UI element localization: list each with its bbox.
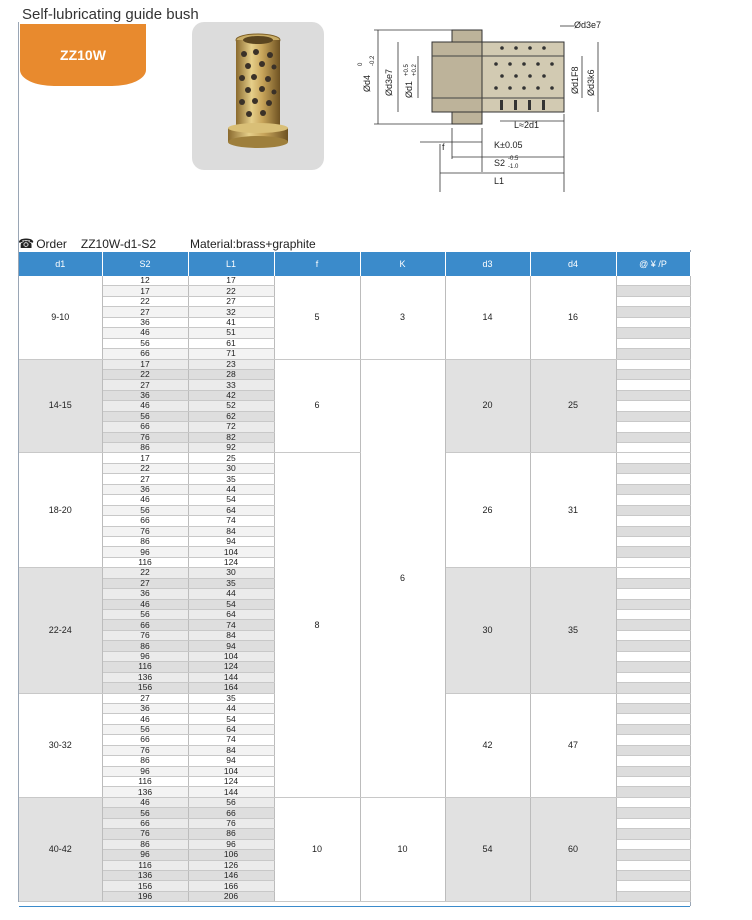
cell-d4: 16 [530,276,616,359]
cell-s2: 12 [102,276,188,286]
cell-price [616,724,690,734]
cell-l1: 64 [188,724,274,734]
cell-s2: 96 [102,850,188,860]
cell-price [616,756,690,766]
cell-price [616,797,690,807]
cell-d3: 26 [445,453,530,568]
cell-s2: 27 [102,693,188,703]
cell-s2: 116 [102,557,188,567]
cell-price [616,850,690,860]
cell-d3: 30 [445,568,530,693]
cell-l1: 144 [188,787,274,797]
cell-s2: 76 [102,630,188,640]
phone-icon: ☎ [18,236,35,251]
cell-l1: 64 [188,610,274,620]
cell-price [616,307,690,317]
cell-price [616,870,690,880]
cell-price [616,766,690,776]
cell-price [616,693,690,703]
table-row [19,276,690,286]
cell-price [616,422,690,432]
cell-l1: 84 [188,745,274,755]
cell-l1: 54 [188,714,274,724]
cell-price [616,818,690,828]
cell-price [616,432,690,442]
d1f8-label: Ød1F8 [570,66,580,94]
cell-l1: 27 [188,296,274,306]
cell-s2: 22 [102,568,188,578]
cell-s2: 116 [102,860,188,870]
cell-price [616,578,690,588]
cell-price [616,296,690,306]
cell-s2: 36 [102,589,188,599]
table-bottom-rule [19,906,690,907]
cell-l1: 32 [188,307,274,317]
cell-price [616,881,690,891]
cell-l1: 94 [188,641,274,651]
cell-s2: 27 [102,380,188,390]
cell-price [616,328,690,338]
cell-price [616,474,690,484]
s2-label: S2 [494,158,506,168]
cell-l1: 96 [188,839,274,849]
table-row [19,797,690,807]
cell-l1: 66 [188,808,274,818]
cell-price [616,536,690,546]
cell-price [616,641,690,651]
cell-f: 8 [274,453,360,797]
cell-s2: 86 [102,536,188,546]
cell-k: 3 [360,276,445,359]
cell-l1: 92 [188,443,274,453]
cell-l1: 22 [188,286,274,296]
cell-s2: 17 [102,453,188,463]
cell-s2: 116 [102,662,188,672]
cell-price [616,411,690,421]
table-row [19,359,690,369]
cell-d4: 25 [530,359,616,453]
cell-price [616,777,690,787]
cell-s2: 66 [102,516,188,526]
cell-l1: 144 [188,672,274,682]
cell-l1: 104 [188,766,274,776]
cell-s2: 66 [102,818,188,828]
cell-s2: 96 [102,651,188,661]
cell-price [616,735,690,745]
cell-s2: 56 [102,411,188,421]
cell-price [616,505,690,515]
s2-tol-lower: -1.0 [508,164,519,170]
cell-price [616,829,690,839]
bush-section [432,30,564,124]
cell-price [616,651,690,661]
cell-price [616,839,690,849]
cell-s2: 56 [102,338,188,348]
d1-tol-upper: +0.5 [404,64,410,76]
cell-l1: 74 [188,735,274,745]
cell-s2: 22 [102,296,188,306]
cell-s2: 27 [102,307,188,317]
cell-s2: 46 [102,495,188,505]
cell-l1: 104 [188,651,274,661]
cell-l1: 64 [188,505,274,515]
cell-s2: 56 [102,505,188,515]
cell-l1: 35 [188,474,274,484]
d4-tol-lower: -0.2 [370,55,376,66]
cell-price [616,286,690,296]
cell-l1: 94 [188,536,274,546]
cell-s2: 17 [102,359,188,369]
d3k6-label: Ød3k6 [586,69,596,96]
header-price: @ ¥ /P [616,252,690,276]
cell-l1: 56 [188,797,274,807]
cell-s2: 116 [102,777,188,787]
cell-l1: 84 [188,526,274,536]
cell-price [616,380,690,390]
cell-l1: 86 [188,829,274,839]
cell-l1: 35 [188,693,274,703]
cell-price [616,610,690,620]
page-title: Self-lubricating guide bush [22,6,199,23]
header-f: f [274,252,360,276]
cell-l1: 76 [188,818,274,828]
table-row [19,453,690,463]
cell-price [616,276,690,286]
cell-price [616,630,690,640]
cell-l1: 44 [188,703,274,713]
header-d4: d4 [530,252,616,276]
cell-price [616,317,690,327]
cell-s2: 76 [102,829,188,839]
cell-l1: 51 [188,328,274,338]
cell-price [616,443,690,453]
cell-s2: 22 [102,369,188,379]
cell-s2: 36 [102,703,188,713]
cell-s2: 46 [102,328,188,338]
cell-s2: 86 [102,839,188,849]
d4-label: Ød4 [362,74,372,92]
cell-s2: 76 [102,745,188,755]
cell-s2: 22 [102,463,188,473]
cell-l1: 33 [188,380,274,390]
cell-price [616,703,690,713]
cell-l1: 61 [188,338,274,348]
cell-l1: 17 [188,276,274,286]
cell-l1: 54 [188,599,274,609]
cell-s2: 96 [102,547,188,557]
cell-s2: 86 [102,756,188,766]
cell-price [616,369,690,379]
cell-d4: 31 [530,453,616,568]
cell-k: 10 [360,797,445,901]
product-photo [192,22,324,170]
cell-s2: 46 [102,797,188,807]
material-label: Material:brass+graphite [190,237,316,251]
cell-l1: 124 [188,662,274,672]
d4-tol-upper: 0 [358,62,364,66]
cell-price [616,557,690,567]
cell-s2: 46 [102,714,188,724]
d1-label: Ød1 [404,80,414,98]
cell-d4: 47 [530,693,616,797]
cell-price [616,338,690,348]
cell-d4: 35 [530,568,616,693]
cell-s2: 156 [102,881,188,891]
cell-price [616,463,690,473]
cell-d1: 9-10 [19,276,102,359]
l-approx-label: L≈2d1 [514,120,539,130]
cell-s2: 46 [102,401,188,411]
cell-l1: 44 [188,589,274,599]
header-s2: S2 [102,252,188,276]
cell-price [616,495,690,505]
cell-price [616,568,690,578]
cell-l1: 166 [188,881,274,891]
cell-f: 10 [274,797,360,901]
cell-l1: 74 [188,620,274,630]
cell-l1: 104 [188,547,274,557]
cell-l1: 124 [188,777,274,787]
cell-l1: 41 [188,317,274,327]
cell-s2: 76 [102,526,188,536]
cell-d1: 40-42 [19,797,102,901]
cell-d1: 18-20 [19,453,102,568]
cell-l1: 164 [188,683,274,693]
cell-l1: 124 [188,557,274,567]
cell-l1: 25 [188,453,274,463]
cell-price [616,516,690,526]
cell-s2: 196 [102,891,188,901]
cell-l1: 54 [188,495,274,505]
cell-price [616,860,690,870]
cell-s2: 27 [102,474,188,484]
cell-price [616,349,690,359]
cell-l1: 30 [188,463,274,473]
cell-d3: 20 [445,359,530,453]
cell-l1: 28 [188,369,274,379]
header-l1: L1 [188,252,274,276]
cell-s2: 56 [102,724,188,734]
order-label: Order [36,237,67,251]
cell-price [616,714,690,724]
cell-l1: 206 [188,891,274,901]
cell-l1: 30 [188,568,274,578]
k-label: K±0.05 [494,140,523,150]
cell-s2: 66 [102,349,188,359]
cell-price [616,484,690,494]
cell-d1: 30-32 [19,693,102,797]
cell-price [616,359,690,369]
spec-table [19,252,691,902]
cell-d1: 14-15 [19,359,102,453]
cell-l1: 94 [188,756,274,766]
cell-price [616,547,690,557]
cell-price [616,662,690,672]
d3e7-left-label: Ød3e7 [384,68,394,96]
order-code: ZZ10W-d1-S2 [80,237,157,251]
cell-l1: 35 [188,578,274,588]
table-header-row [19,252,690,276]
cell-d3: 14 [445,276,530,359]
header-d1: d1 [19,252,102,276]
cell-s2: 156 [102,683,188,693]
cell-s2: 76 [102,432,188,442]
cell-l1: 72 [188,422,274,432]
cell-s2: 46 [102,599,188,609]
cell-s2: 66 [102,620,188,630]
cell-s2: 96 [102,766,188,776]
cell-l1: 52 [188,401,274,411]
cell-s2: 36 [102,317,188,327]
cell-price [616,787,690,797]
cell-d3: 42 [445,693,530,797]
cell-l1: 71 [188,349,274,359]
l1-label: L1 [494,176,505,186]
cell-price [616,620,690,630]
header-d3: d3 [445,252,530,276]
d3e7-top-label: Ød3e7 [574,20,602,30]
cell-l1: 74 [188,516,274,526]
cell-s2: 36 [102,484,188,494]
cell-price [616,672,690,682]
cell-price [616,401,690,411]
cell-s2: 66 [102,422,188,432]
cell-l1: 146 [188,870,274,880]
header-k: K [360,252,445,276]
cell-d4: 60 [530,797,616,901]
cell-s2: 56 [102,808,188,818]
cell-price [616,683,690,693]
cell-price [616,453,690,463]
order-line [18,236,316,252]
cell-price [616,891,690,901]
cell-l1: 106 [188,850,274,860]
cell-s2: 136 [102,672,188,682]
cell-l1: 84 [188,630,274,640]
cell-price [616,599,690,609]
cell-price [616,589,690,599]
technical-drawing [360,14,620,194]
cell-f: 5 [274,276,360,359]
cell-l1: 126 [188,860,274,870]
cell-s2: 66 [102,735,188,745]
cell-l1: 82 [188,432,274,442]
model-badge: ZZ10W [20,24,146,86]
cell-price [616,390,690,400]
cell-s2: 36 [102,390,188,400]
cell-s2: 56 [102,610,188,620]
cell-k: 6 [360,359,445,797]
table-body [19,276,690,902]
cell-l1: 23 [188,359,274,369]
cell-s2: 136 [102,870,188,880]
d1-tol-lower: +0.2 [412,64,418,76]
cell-f: 6 [274,359,360,453]
cell-s2: 86 [102,443,188,453]
cell-s2: 17 [102,286,188,296]
cell-price [616,526,690,536]
guide-bush-illustration [192,22,324,170]
cell-price [616,808,690,818]
cell-s2: 86 [102,641,188,651]
f-label: f [442,142,445,152]
s2-tol-upper: -0.5 [508,156,519,162]
cell-l1: 62 [188,411,274,421]
cell-l1: 42 [188,390,274,400]
cell-s2: 27 [102,578,188,588]
cell-l1: 44 [188,484,274,494]
cell-d1: 22-24 [19,568,102,693]
cell-price [616,745,690,755]
cell-s2: 136 [102,787,188,797]
cell-d3: 54 [445,797,530,901]
